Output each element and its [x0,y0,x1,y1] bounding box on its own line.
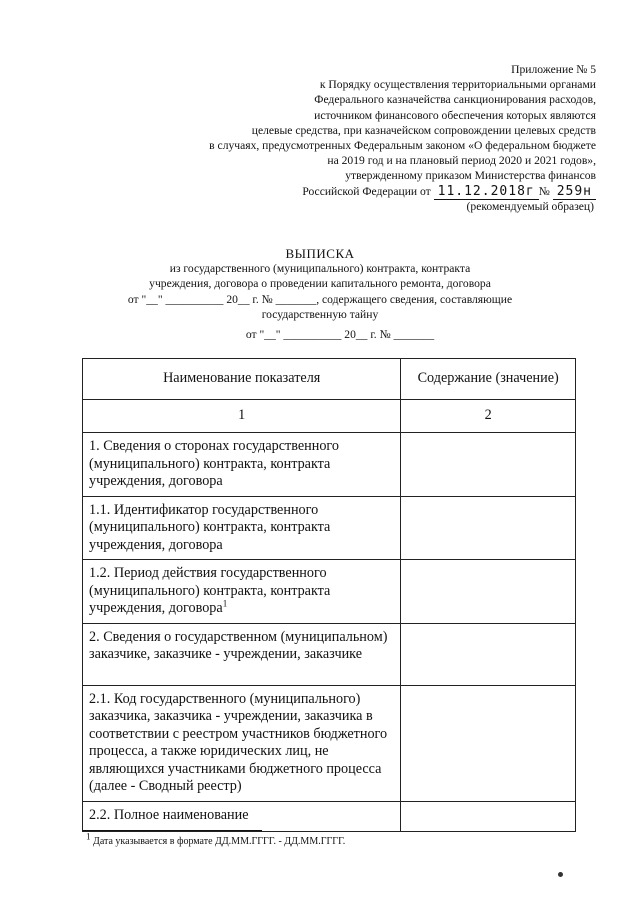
title-line: учреждения, договора о проведении капитального ремонта, договора [149,277,491,291]
header-line: к Порядку осуществления территориальными органами [319,78,596,92]
value-cell[interactable] [401,623,576,685]
indicator-text: 1.2. Период действия государственного (муниципального) контракта, контракта учреждения, договора [89,565,331,616]
header-line-prefix: Российской Федерации от [302,184,431,198]
header-line: Приложение № 5 [511,63,596,76]
value-cell[interactable] [401,801,576,831]
table-row [83,623,576,685]
table-row [83,496,576,560]
column-number: 1 [83,400,401,433]
header-line: на 2019 год и на плановый период 2020 и 2021 годов», [327,154,596,168]
order-date: 11.12.2018г [434,184,539,200]
header-line: целевые средства, при казначейском сопровождении целевых средств [251,123,596,137]
table-number-row [83,400,576,433]
indicator-cell [83,685,401,801]
header-line: в случаях, предусмотренных Федеральным законом «О федеральном бюджете [209,139,596,153]
order-number: 259н [553,184,596,200]
header-line: Федерального казначейства санкционирования расходов, [314,93,596,107]
header-order-line [136,184,596,199]
appendix-header [136,62,596,199]
footnote-separator [82,830,262,831]
table-row [83,433,576,497]
value-cell[interactable] [401,560,576,624]
document-title-block [0,246,640,322]
indicator-cell [83,433,401,497]
scan-dot [558,872,563,877]
footnote-ref: 1 [222,598,228,609]
title-line: государственную тайну [261,307,379,321]
column-number: 2 [401,400,576,433]
indicator-text: 1.1. Идентификатор государственного (муниципального) контракта, контракта учреждения, договора [89,501,331,553]
order-number-label: № [538,184,550,198]
footnote-mark: 1 [86,831,91,842]
value-cell[interactable] [401,685,576,801]
indicator-text: 2.1. Код государственного (муниципального) заказчика, заказчика - учреждении, заказчика в соответствии с реестром участников бюджетного процесса, а также юридических лиц, не являющихся участниками бюджетного процесса (далее - Сводный реестр) [89,690,388,794]
column-header-content: Содержание (значение) [401,359,576,400]
value-cell[interactable] [401,496,576,560]
document-title: ВЫПИСКА [285,246,355,261]
footnote [86,831,346,847]
table-row [83,685,576,801]
table-row [83,801,576,831]
extract-date-line: от "__" __________ 20__ г. № _______ [245,328,435,341]
recommended-sample-note: (рекомендуемый образец) [466,200,594,213]
indicator-cell [83,623,401,685]
indicator-text: 1. Сведения о сторонах государственного (муниципального) контракта, контракта учреждения, договора [89,438,339,489]
indicator-cell [83,801,401,831]
column-header-indicator: Наименование показателя [83,359,401,400]
title-line: от "__" __________ 20__ г. № _______, содержащего сведения, составляющие [127,292,513,306]
indicator-text: 2.2. Полное наименование [89,806,249,823]
table-row [83,560,576,624]
footnote-text: Дата указывается в формате ДД.ММ.ГГГГ. - ДД.ММ.ГГГГ. [93,836,346,847]
header-line: утвержденному приказом Министерства финансов [345,169,596,183]
header-line: источником финансового обеспечения которых являются [314,108,596,122]
value-cell[interactable] [401,433,576,497]
indicator-text: 2. Сведения о государственном (муниципальном) заказчике, заказчике - учреждении, заказчике [89,628,388,662]
indicator-cell [83,496,401,560]
table-header-row [83,359,576,400]
title-line: из государственного (муниципального) контракта, контракта [169,262,471,276]
indicator-table [82,358,576,832]
indicator-cell [83,560,401,624]
